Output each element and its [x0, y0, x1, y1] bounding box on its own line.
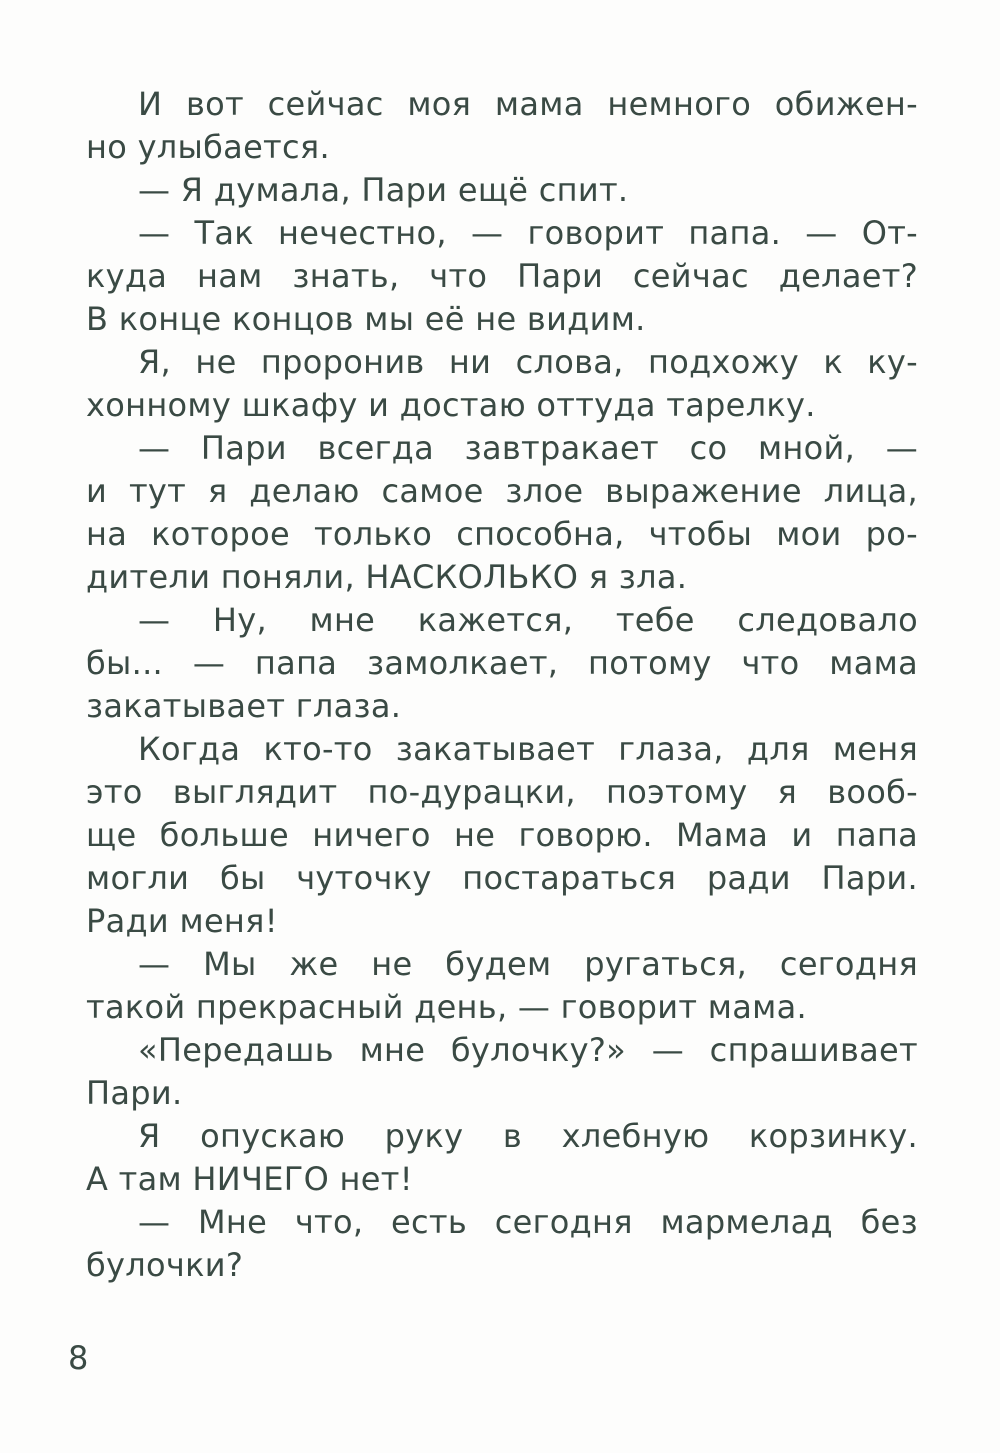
text-line: — Мне что, есть сегодня мармелад без	[138, 1203, 918, 1241]
text-line: Ради меня!	[86, 902, 278, 940]
text-line: куда нам знать, что Пари сейчас делает?	[86, 257, 918, 295]
page-number: 8	[68, 1339, 89, 1377]
text-line: и тут я делаю самое злое выражение лица,	[86, 472, 918, 510]
text-line: хонному шкафу и достаю оттуда тарелку.	[86, 386, 816, 424]
text-line: на которое только способна, чтобы мои ро-	[86, 515, 918, 553]
text-line: Когда кто-то закатывает глаза, для меня	[138, 730, 918, 768]
text-line: могли бы чуточку постараться ради Пари.	[86, 859, 918, 897]
text-line: Пари.	[86, 1074, 183, 1112]
text-line: — Мы же не будем ругаться, сегодня	[138, 945, 918, 983]
text-line: закатывает глаза.	[86, 687, 402, 725]
text-line: А там НИЧЕГО нет!	[86, 1160, 413, 1198]
text-line: это выглядит по-дурацки, поэтому я вооб-	[86, 773, 918, 811]
text-line: — Так нечестно, — говорит папа. — От-	[138, 214, 918, 252]
text-line: бы... — папа замолкает, потому что мама	[86, 644, 918, 682]
text-line: ще больше ничего не говорю. Мама и папа	[86, 816, 918, 854]
text-line: такой прекрасный день, — говорит мама.	[86, 988, 807, 1026]
text-line: но улыбается.	[86, 128, 330, 166]
text-line: — Я думала, Пари ещё спит.	[138, 171, 629, 209]
text-line: дители поняли, НАСКОЛЬКО я зла.	[86, 558, 688, 596]
text-line: Я опускаю руку в хлебную корзинку.	[138, 1117, 918, 1155]
text-line: булочки?	[86, 1246, 244, 1284]
text-line: Я, не проронив ни слова, подхожу к ку-	[138, 343, 918, 381]
text-line: В конце концов мы её не видим.	[86, 300, 646, 338]
text-line: — Ну, мне кажется, тебе следовало	[138, 601, 918, 639]
text-line: — Пари всегда завтракает со мной, —	[138, 429, 918, 467]
text-line: И вот сейчас моя мама немного обижен-	[138, 85, 918, 123]
text-line: «Передашь мне булочку?» — спрашивает	[138, 1031, 918, 1069]
body-text	[86, 83, 918, 1287]
